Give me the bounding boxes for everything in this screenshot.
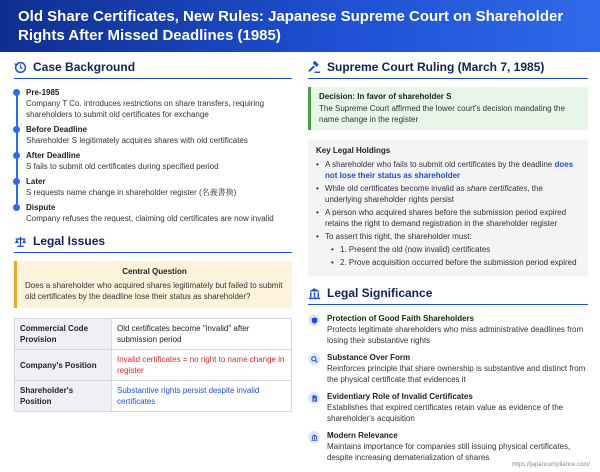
left-column: [14, 60, 292, 412]
significance-item-title: Modern Relevance: [327, 431, 398, 440]
timeline-item: [26, 87, 292, 120]
source-link[interactable]: https://japancompliance.com/: [512, 462, 590, 468]
timeline-label: Pre-1985: [26, 88, 60, 97]
table-key: Commercial Code Provision: [15, 319, 112, 350]
gavel-icon: [308, 61, 321, 74]
key-holdings-box: [308, 140, 588, 276]
list-item: [316, 207, 580, 229]
key-holdings-title: Key Legal Holdings: [316, 146, 391, 155]
list-item: [316, 159, 580, 181]
decision-box: [308, 87, 588, 130]
timeline-text: Company T Co. introduces restrictions on share transfers, requiring shareholders to submit old certificates for exchange: [26, 99, 265, 119]
positions-table: [14, 318, 292, 412]
central-question-text: Does a shareholder who acquired shares legitimately but failed to submit old certificates by the deadline lose their status as shareholder?: [25, 281, 283, 301]
central-question-title: Central Question: [122, 267, 187, 276]
timeline-item: [26, 202, 292, 224]
timeline-text: Shareholder S legitimately acquires shares with old certificates: [26, 136, 248, 145]
right-column: [308, 60, 588, 469]
timeline-label: After Deadline: [26, 151, 81, 160]
table-row: [15, 319, 292, 350]
timeline-text: S requests name change in shareholder register (名義書換): [26, 188, 237, 197]
significance-item-title: Protection of Good Faith Shareholders: [327, 314, 475, 323]
table-key: Shareholder's Position: [15, 381, 112, 412]
list-item: [308, 313, 588, 346]
list-item: [308, 352, 588, 385]
central-question-box: [14, 261, 292, 308]
holding-text: , the underlying shareholder rights persist: [325, 184, 543, 204]
legal-issues-title: Legal Issues: [33, 234, 106, 248]
holding-text: A person who acquired shares before the submission period expired retains the right to demand registration in the shareholder register: [325, 208, 567, 228]
scale-icon: [14, 235, 27, 248]
institution-icon: [308, 287, 321, 300]
timeline-dot: [13, 126, 20, 133]
list-item: • 2. Prove acquisition occurred before the submission period expired: [331, 257, 580, 268]
significance-item-text: Protects legitimate shareholders who miss administrative deadlines from losing their substantive rights: [327, 325, 584, 345]
significance-item-title: Evidentiary Role of Invalid Certificates: [327, 392, 473, 401]
requirements-list: [325, 244, 580, 268]
substance-icon: [308, 353, 320, 365]
table-value: Old certificates become "invalid" after submission period: [112, 319, 292, 350]
holding-highlight: does not lose their status as shareholder: [325, 160, 574, 180]
timeline-label: Dispute: [26, 203, 56, 212]
list-item: [316, 183, 580, 205]
case-background-heading: [14, 60, 292, 79]
decision-text: The Supreme Court affirmed the lower court's decision mandating the name change in the register: [319, 104, 565, 124]
holding-text: A shareholder who fails to submit old certificates by the deadline: [325, 160, 555, 169]
holding-text: While old certificates become invalid as: [325, 184, 467, 193]
timeline-item: [26, 150, 292, 172]
timeline-dot: [13, 152, 20, 159]
holdings-list: [316, 159, 580, 268]
page-header: [0, 0, 600, 52]
case-background-title: Case Background: [33, 60, 136, 74]
timeline-dot: [13, 204, 20, 211]
history-icon: [14, 61, 27, 74]
ruling-heading: [308, 60, 588, 79]
timeline-dot: [13, 89, 20, 96]
landmark-icon: [308, 431, 320, 443]
timeline-item: [26, 124, 292, 146]
holding-text: To assert this right, the shareholder must:: [325, 232, 472, 241]
timeline-text: S fails to submit old certificates during specified period: [26, 162, 219, 171]
timeline-label: Before Deadline: [26, 125, 87, 134]
list-item: [308, 391, 588, 424]
significance-heading: [308, 286, 588, 305]
significance-item-title: Substance Over Form: [327, 353, 411, 362]
significance-title: Legal Significance: [327, 286, 433, 300]
significance-item-text: Establishes that expired certificates retain value as evidence of the shareholder's acquisition: [327, 403, 564, 423]
timeline-dot: [13, 178, 20, 185]
timeline-label: Later: [26, 177, 46, 186]
list-item: [316, 231, 580, 268]
timeline-item: [26, 176, 292, 198]
list-item: • 1. Present the old (now invalid) certificates: [331, 244, 580, 255]
decision-title: Decision: In favor of shareholder S: [319, 92, 452, 101]
table-value: Substantive rights persist despite invalid certificates: [112, 381, 292, 412]
table-value: Invalid certificates = no right to name change in register: [112, 350, 292, 381]
timeline-text: Company refuses the request, claiming old certificates are now invalid: [26, 214, 274, 223]
significance-item-text: Maintains importance for companies still issuing physical certificates, despite increasing dematerialization of shares: [327, 442, 571, 462]
shield-icon: [308, 314, 320, 326]
holding-emphasis: share certificates: [466, 184, 528, 193]
ruling-title: Supreme Court Ruling (March 7, 1985): [327, 60, 545, 74]
table-row: [15, 381, 292, 412]
table-key: Company's Position: [15, 350, 112, 381]
timeline: [14, 87, 292, 224]
list-item: [308, 430, 588, 463]
significance-item-text: Reinforces principle that share ownership is substantive and distinct from the physical certificate that evidences it: [327, 364, 586, 384]
page-title: Old Share Certificates, New Rules: Japanese Supreme Court on Shareholder Rights After Missed Deadlines (1985): [18, 8, 564, 44]
legal-issues-heading: [14, 234, 292, 253]
document-icon: [308, 392, 320, 404]
table-row: [15, 350, 292, 381]
